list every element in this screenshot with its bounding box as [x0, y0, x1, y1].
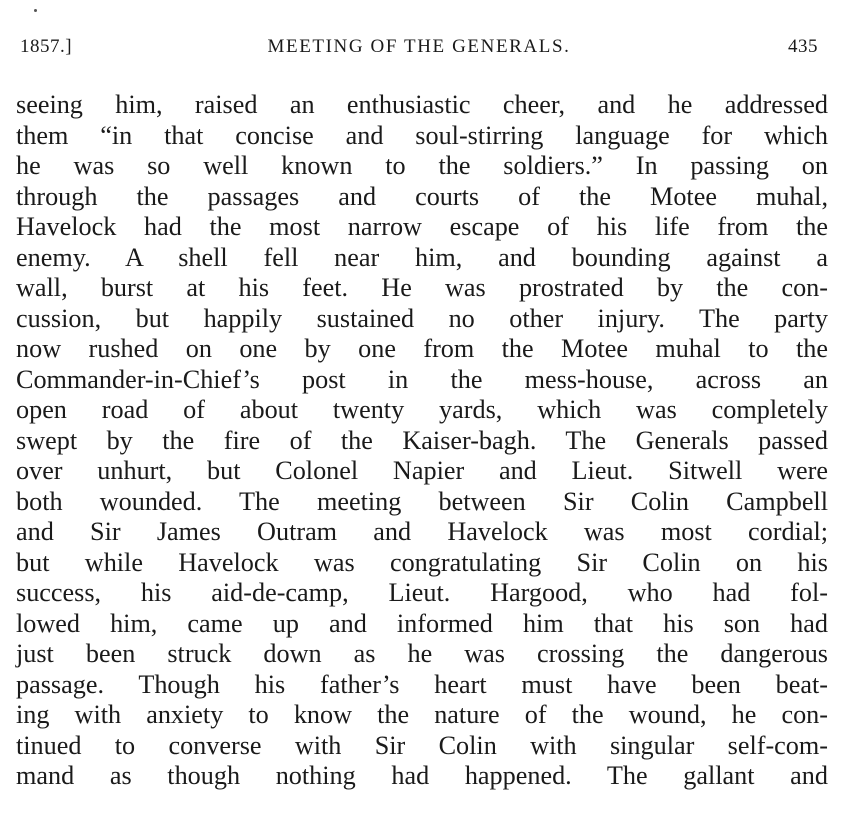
text-line: passage. Though his father’s heart must have been beat-: [16, 669, 828, 699]
page-number: 435: [788, 36, 818, 57]
text-line: them “in that concise and soul-stirring language for which: [16, 120, 828, 150]
text-line: Commander-in-Chief’s post in the mess-house, across an: [16, 364, 828, 394]
header-title: MEETING OF THE GENERALS.: [267, 36, 571, 57]
text-line: success, his aid-de-camp, Lieut. Hargood, who had fol-: [16, 578, 828, 607]
text-line: over unhurt, but Colonel Napier and Lieut. Sitwell were: [16, 456, 828, 485]
text-line: and Sir James Outram and Havelock was most cordial;: [16, 517, 828, 546]
running-head: [20, 36, 818, 60]
header-year: 1857.]: [20, 36, 73, 57]
text-line: enemy. A shell fell near him, and bounding against a: [16, 242, 828, 272]
text-line: but while Havelock was congratulating Sir Colin on his: [16, 547, 828, 577]
text-line: ing with anxiety to know the nature of the wound, he con-: [16, 700, 828, 729]
body-text: [16, 90, 828, 792]
text-line: mand as though nothing had happened. The gallant and: [16, 761, 828, 790]
text-line: seeing him, raised an enthusiastic cheer, and he addressed: [16, 90, 828, 119]
text-line: Havelock had the most narrow escape of his life from the: [16, 212, 828, 241]
text-line: wall, burst at his feet. He was prostrated by the con-: [16, 273, 828, 302]
text-line: he was so well known to the soldiers.” In passing on: [16, 151, 828, 180]
text-line: both wounded. The meeting between Sir Colin Campbell: [16, 486, 828, 516]
text-line: lowed him, came up and informed him that his son had: [16, 608, 828, 638]
text-line: now rushed on one by one from the Motee muhal to the: [16, 334, 828, 363]
text-line: cussion, but happily sustained no other injury. The party: [16, 303, 828, 333]
text-line: just been struck down as he was crossing the dangerous: [16, 639, 828, 668]
text-line: tinued to converse with Sir Colin with singular self-com-: [16, 730, 828, 760]
text-line: open road of about twenty yards, which was completely: [16, 395, 828, 424]
text-line: swept by the fire of the Kaiser-bagh. The Generals passed: [16, 425, 828, 455]
text-line: through the passages and courts of the Motee muhal,: [16, 181, 828, 211]
ink-speck: [34, 9, 37, 12]
